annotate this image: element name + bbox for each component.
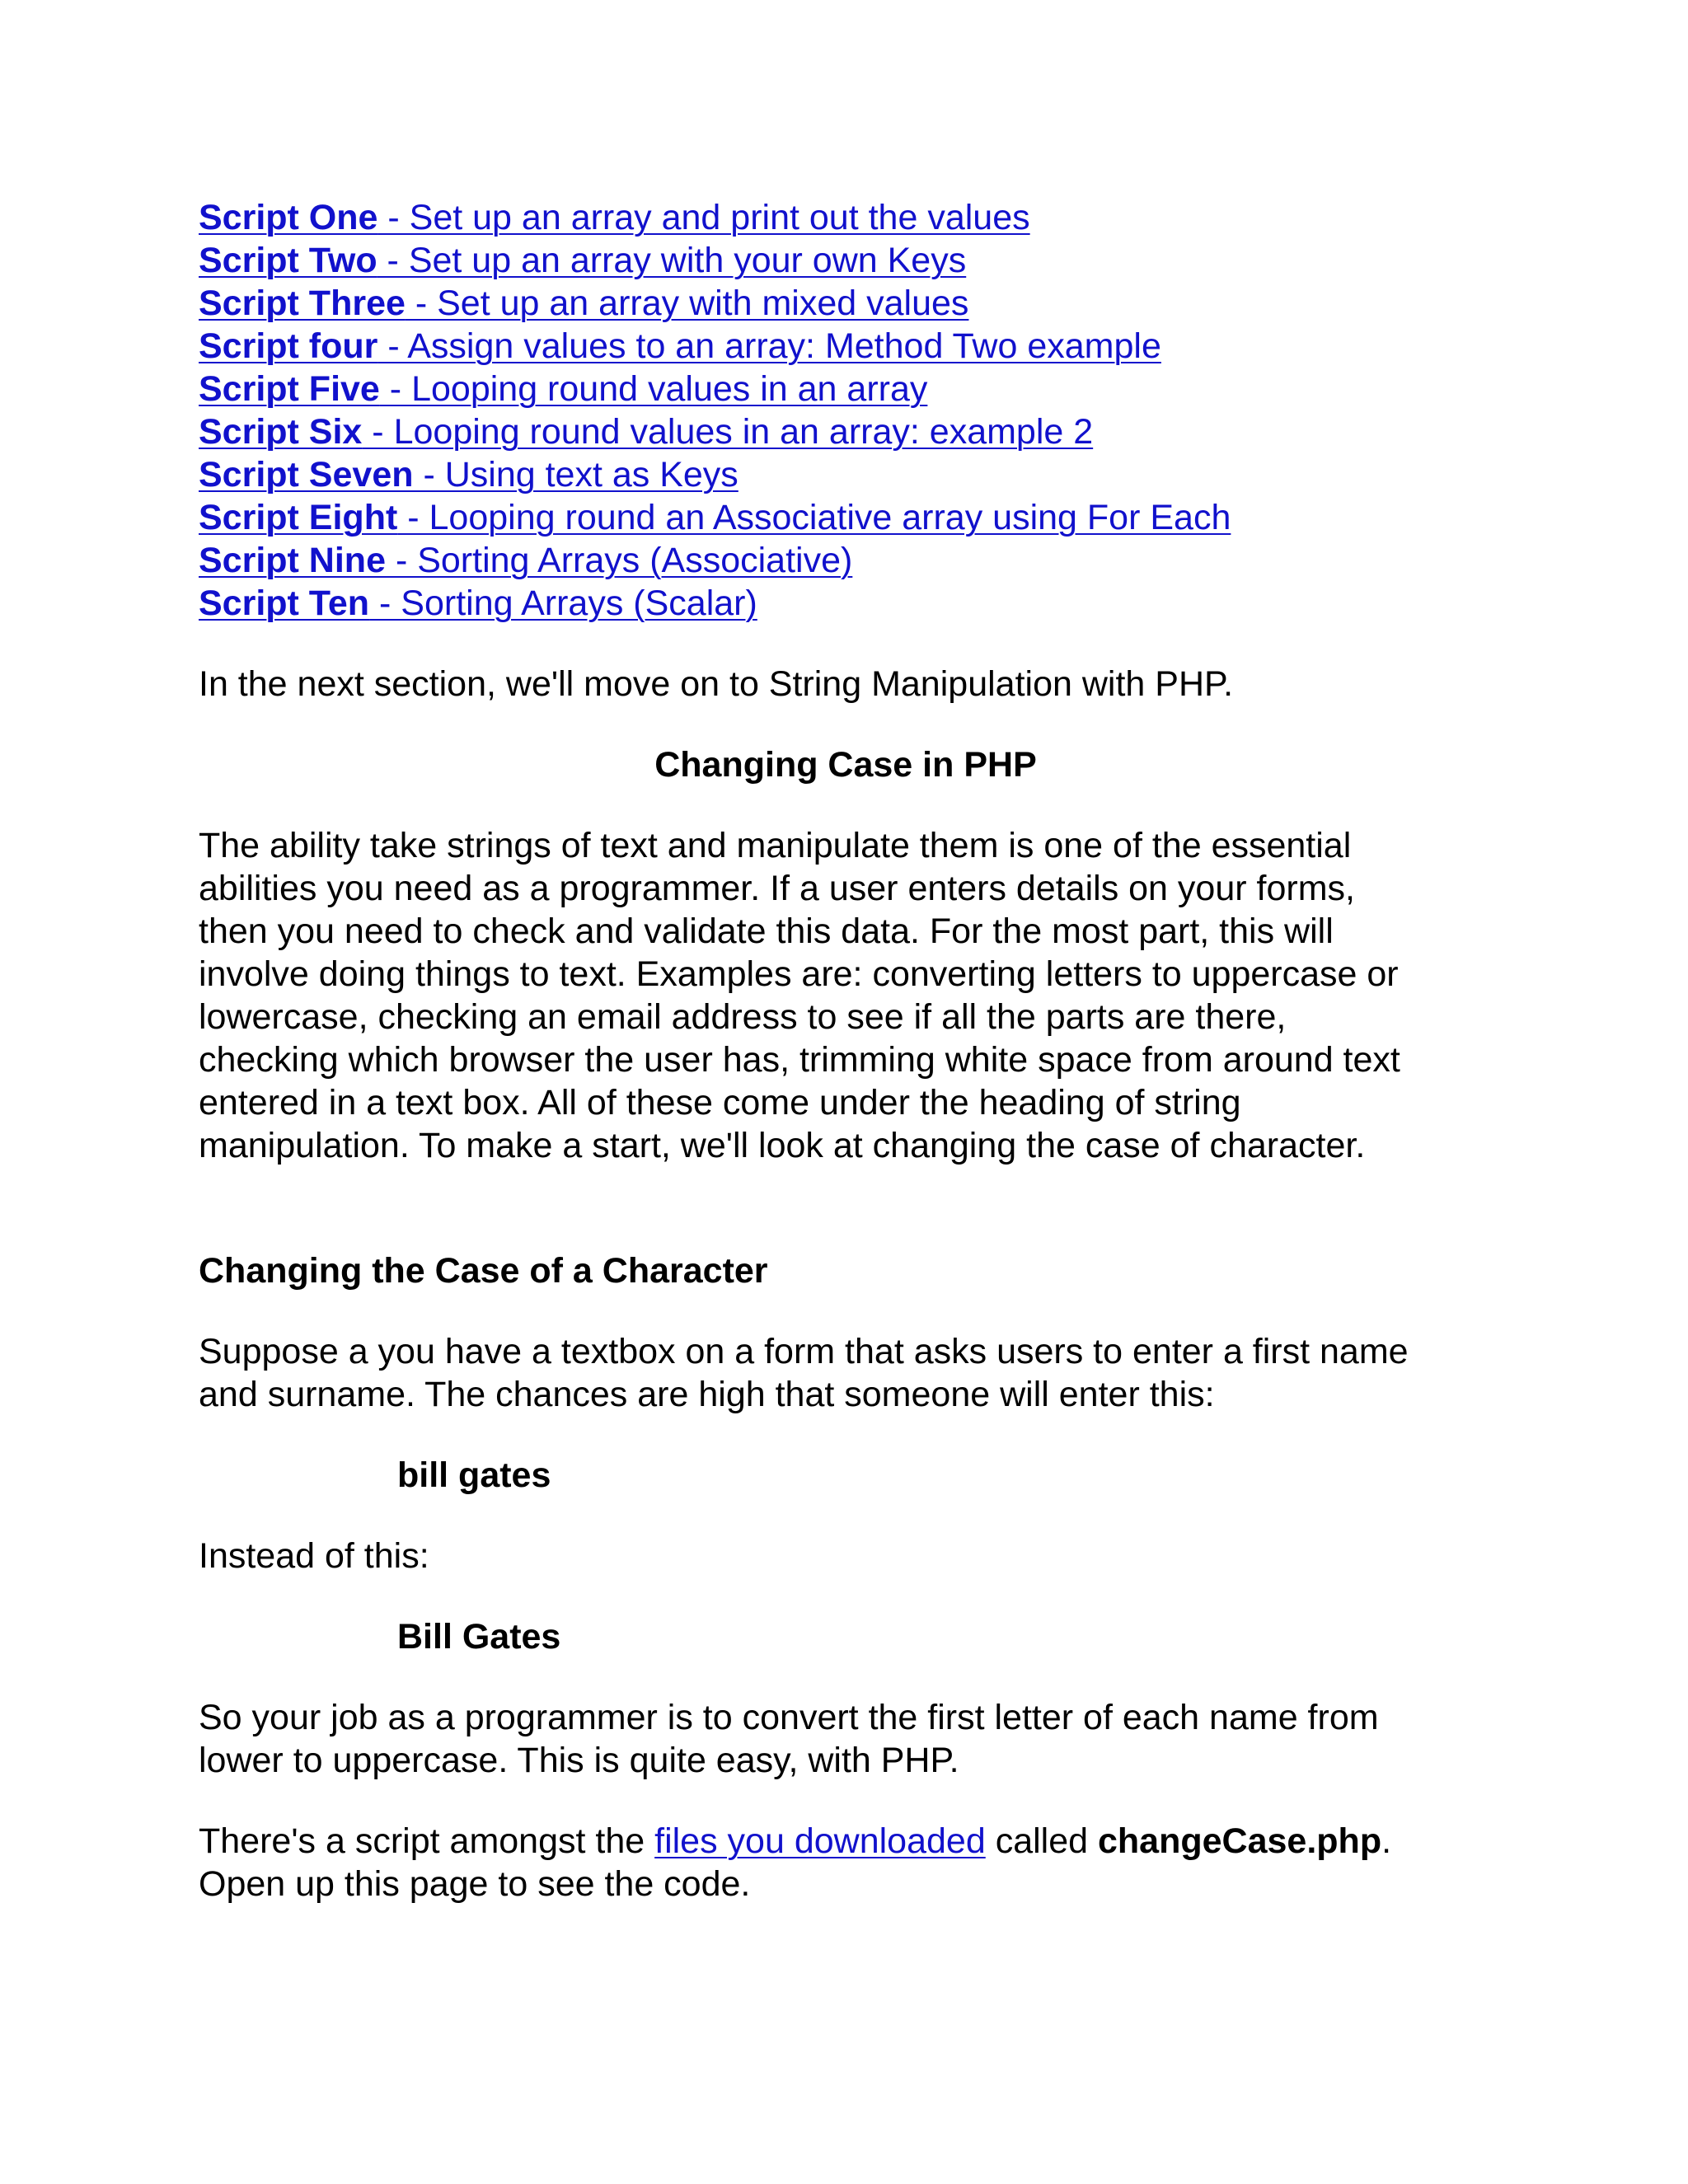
paragraph-line: The ability take strings of text and manipulate them is one of the essential bbox=[199, 826, 1352, 865]
script-link-name: Script Seven bbox=[199, 455, 414, 494]
document-page bbox=[199, 196, 1493, 1905]
script-link-name: Script Eight bbox=[199, 498, 398, 537]
script-link-desc: - Looping round values in an array bbox=[379, 369, 928, 409]
script-link-desc: - Looping round values in an array: example 2 bbox=[362, 412, 1094, 452]
script-link-name: Script Six bbox=[199, 412, 363, 452]
script-link-eight[interactable] bbox=[199, 498, 1231, 537]
section-title: Changing Case in PHP bbox=[654, 745, 1037, 785]
paragraph-line: So your job as a programmer is to convert the first letter of each name from bbox=[199, 1698, 1379, 1737]
example-propercase: Bill Gates bbox=[397, 1617, 561, 1657]
script-link-name: Script Two bbox=[199, 241, 377, 280]
script-link-desc: - Using text as Keys bbox=[413, 455, 738, 494]
list-item bbox=[199, 410, 1493, 453]
script-link-six[interactable] bbox=[199, 412, 1093, 452]
files-downloaded-link[interactable]: files you downloaded bbox=[654, 1821, 986, 1861]
paragraph-line: entered in a text box. All of these come under the heading of string bbox=[199, 1083, 1241, 1122]
list-item bbox=[199, 496, 1493, 539]
script-link-name: Script Ten bbox=[199, 583, 370, 623]
list-item bbox=[199, 196, 1493, 239]
script-link-name: Script Nine bbox=[199, 541, 386, 580]
subheading: Changing the Case of a Character bbox=[199, 1251, 768, 1291]
list-item bbox=[199, 239, 1493, 282]
paragraph-line: involve doing things to text. Examples are: converting letters to uppercase or bbox=[199, 954, 1399, 994]
script-text-middle: called bbox=[985, 1821, 1098, 1861]
list-item bbox=[199, 282, 1493, 325]
instead-text: Instead of this: bbox=[199, 1536, 429, 1576]
script-link-desc: - Assign values to an array: Method Two example bbox=[377, 326, 1161, 366]
script-text-after: . bbox=[1381, 1821, 1392, 1861]
intro-paragraph bbox=[199, 824, 1493, 1167]
script-link-desc: - Sorting Arrays (Scalar) bbox=[369, 583, 757, 623]
list-item bbox=[199, 539, 1493, 582]
paragraph-line: then you need to check and validate this data. For the most part, this will bbox=[199, 912, 1334, 951]
script-link-desc: - Sorting Arrays (Associative) bbox=[386, 541, 853, 580]
script-link-ten[interactable] bbox=[199, 583, 757, 623]
job-paragraph bbox=[199, 1696, 1493, 1782]
list-item bbox=[199, 325, 1493, 368]
script-link-name: Script Three bbox=[199, 284, 406, 323]
paragraph-line bbox=[199, 1820, 1493, 1863]
script-link-five[interactable] bbox=[199, 369, 927, 409]
suppose-paragraph bbox=[199, 1330, 1493, 1416]
paragraph-line: lower to uppercase. This is quite easy, with PHP. bbox=[199, 1741, 959, 1780]
paragraph-line: Suppose a you have a textbox on a form that asks users to enter a first name bbox=[199, 1332, 1409, 1371]
script-link-desc: - Set up an array with mixed values bbox=[405, 284, 969, 323]
script-link-nine[interactable] bbox=[199, 541, 852, 580]
paragraph-line: lowercase, checking an email address to see if all the parts are there, bbox=[199, 997, 1287, 1037]
paragraph-line: Open up this page to see the code. bbox=[199, 1864, 751, 1904]
list-item bbox=[199, 453, 1493, 496]
script-link-name: Script four bbox=[199, 326, 378, 366]
paragraph-line: and surname. The chances are high that someone will enter this: bbox=[199, 1375, 1215, 1414]
paragraph-line: abilities you need as a programmer. If a user enters details on your forms, bbox=[199, 869, 1355, 908]
paragraph-line: manipulation. To make a start, we'll look at changing the case of character. bbox=[199, 1126, 1366, 1165]
script-link-desc: - Set up an array with your own Keys bbox=[377, 241, 967, 280]
script-paragraph bbox=[199, 1820, 1493, 1905]
script-link-desc: - Looping round an Associative array using For Each bbox=[397, 498, 1231, 537]
script-filename: changeCase.php bbox=[1098, 1821, 1382, 1861]
next-section-text: In the next section, we'll move on to String Manipulation with PHP. bbox=[199, 664, 1234, 704]
script-link-desc: - Set up an array and print out the values bbox=[377, 198, 1030, 237]
script-link-seven[interactable] bbox=[199, 455, 738, 494]
script-link-four[interactable] bbox=[199, 326, 1161, 366]
script-link-name: Script One bbox=[199, 198, 378, 237]
paragraph-line: checking which browser the user has, trimming white space from around text bbox=[199, 1040, 1400, 1080]
script-link-three[interactable] bbox=[199, 284, 968, 323]
list-item bbox=[199, 582, 1493, 625]
script-link-list bbox=[199, 196, 1493, 625]
script-link-name: Script Five bbox=[199, 369, 380, 409]
example-lowercase: bill gates bbox=[397, 1455, 551, 1495]
script-link-one[interactable] bbox=[199, 198, 1030, 237]
script-link-two[interactable] bbox=[199, 241, 966, 280]
list-item bbox=[199, 368, 1493, 410]
script-text-before: There's a script amongst the bbox=[199, 1821, 655, 1861]
